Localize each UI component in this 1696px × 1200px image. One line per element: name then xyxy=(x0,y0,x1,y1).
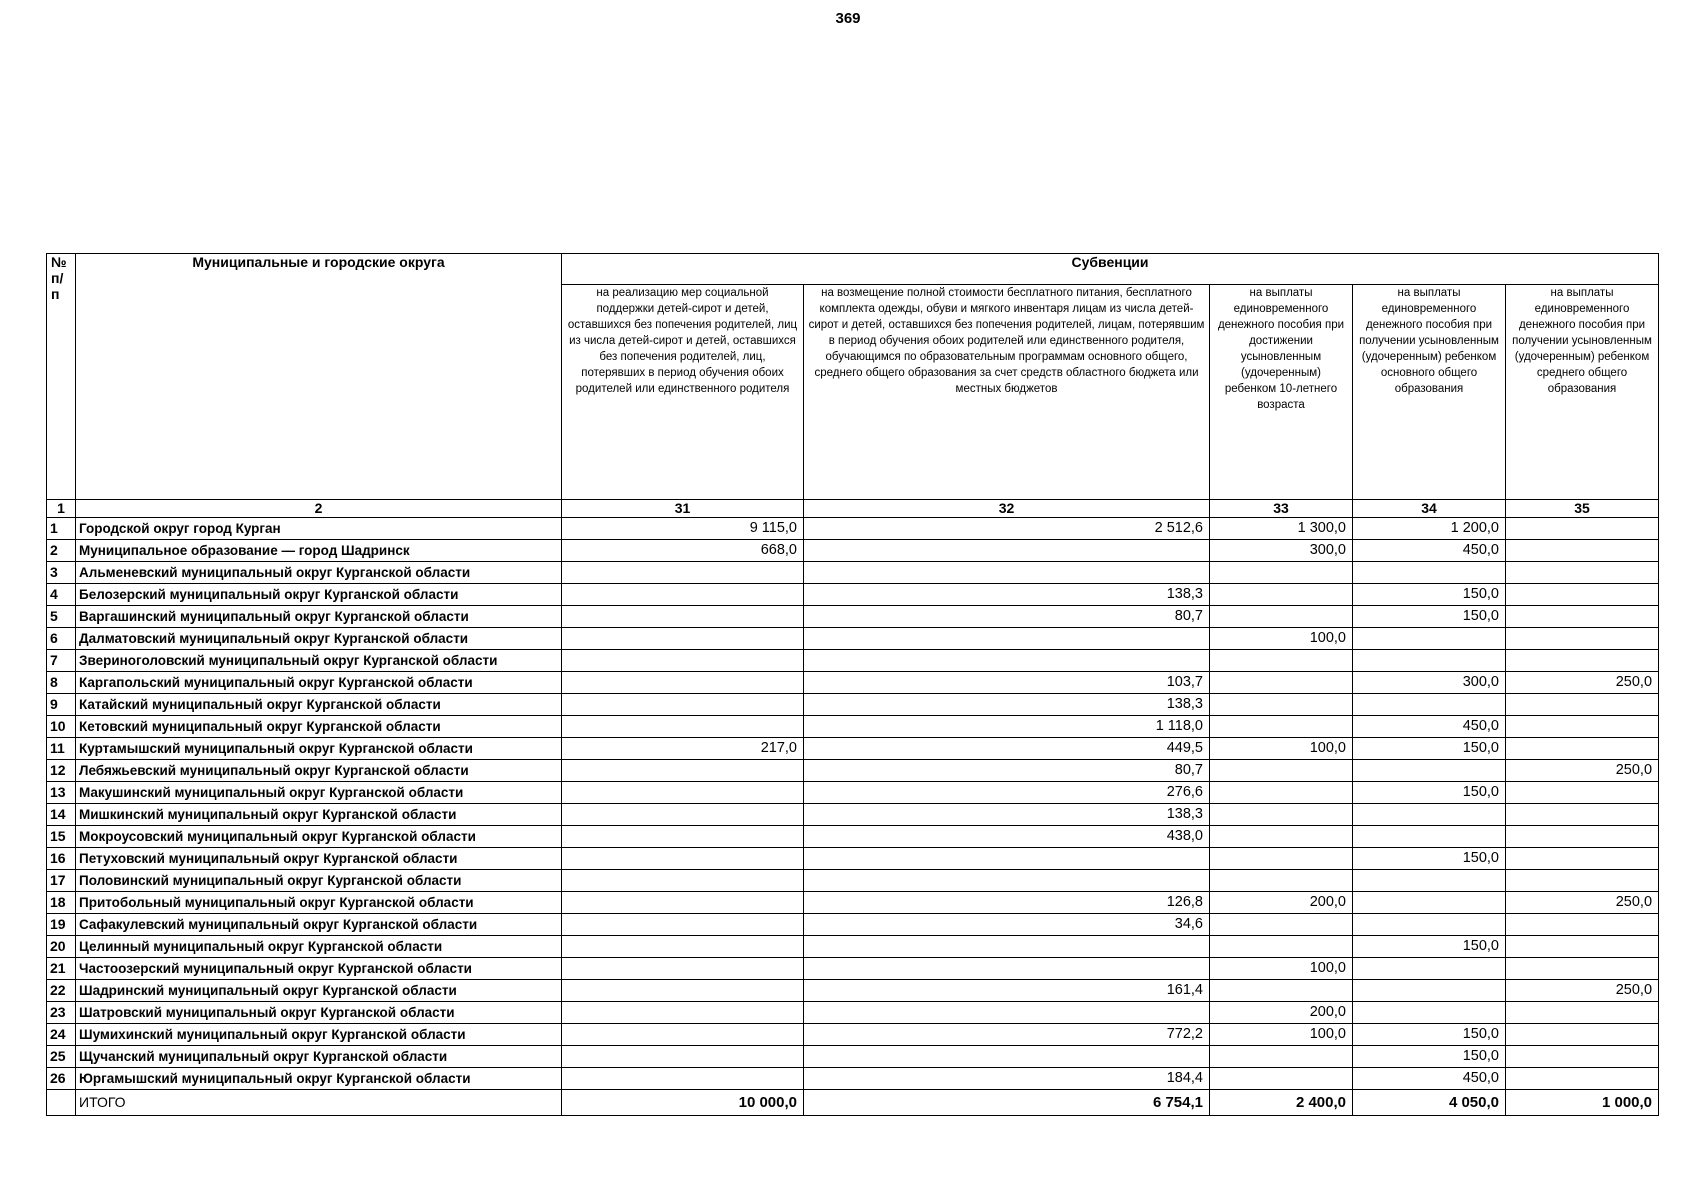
municipality-name: Каргапольский муниципальный округ Курганской области xyxy=(76,672,562,694)
total-col-35: 1 000,0 xyxy=(1506,1090,1659,1116)
cell-col-33 xyxy=(1210,562,1353,584)
cell-col-31 xyxy=(562,650,804,672)
row-number: 6 xyxy=(47,628,76,650)
cell-col-32: 2 512,6 xyxy=(804,518,1210,540)
row-number: 18 xyxy=(47,892,76,914)
cell-col-33 xyxy=(1210,980,1353,1002)
cell-col-35: 250,0 xyxy=(1506,892,1659,914)
table-row xyxy=(47,914,1659,936)
row-number: 3 xyxy=(47,562,76,584)
row-number: 21 xyxy=(47,958,76,980)
municipality-name: Катайский муниципальный округ Курганской области xyxy=(76,694,562,716)
column-number: 34 xyxy=(1353,500,1506,518)
cell-col-34: 150,0 xyxy=(1353,848,1506,870)
table-row xyxy=(47,782,1659,804)
cell-col-31 xyxy=(562,826,804,848)
table-row xyxy=(47,958,1659,980)
column-number: 33 xyxy=(1210,500,1353,518)
header-subventions: Субвенции xyxy=(562,254,1659,285)
table-row xyxy=(47,1002,1659,1024)
row-number: 17 xyxy=(47,870,76,892)
data-rows xyxy=(47,518,1659,1090)
cell-col-34: 150,0 xyxy=(1353,584,1506,606)
municipality-name: Альменевский муниципальный округ Курганской области xyxy=(76,562,562,584)
cell-col-31 xyxy=(562,1068,804,1090)
header-col-34: на выплаты единовременного денежного пособия при получении усыновленным (удочеренным) ребенком основного общего образования xyxy=(1353,285,1506,500)
municipality-name: Петуховский муниципальный округ Курганской области xyxy=(76,848,562,870)
cell-col-32: 438,0 xyxy=(804,826,1210,848)
cell-col-33: 100,0 xyxy=(1210,628,1353,650)
row-number: 8 xyxy=(47,672,76,694)
header-col-35: на выплаты единовременного денежного пособия при получении усыновленным (удочеренным) ребенком среднего общего образования xyxy=(1506,285,1659,500)
cell-col-35 xyxy=(1506,782,1659,804)
cell-col-34 xyxy=(1353,1002,1506,1024)
municipality-name: Макушинский муниципальный округ Курганской области xyxy=(76,782,562,804)
cell-col-35 xyxy=(1506,826,1659,848)
cell-col-33 xyxy=(1210,584,1353,606)
row-number: 25 xyxy=(47,1046,76,1068)
cell-col-32 xyxy=(804,1002,1210,1024)
cell-col-34: 450,0 xyxy=(1353,540,1506,562)
table-row xyxy=(47,716,1659,738)
municipality-name: Шадринский муниципальный округ Курганской области xyxy=(76,980,562,1002)
cell-col-34: 150,0 xyxy=(1353,738,1506,760)
cell-col-31 xyxy=(562,804,804,826)
table-row xyxy=(47,650,1659,672)
municipality-name: Половинский муниципальный округ Курганской области xyxy=(76,870,562,892)
cell-col-34 xyxy=(1353,760,1506,782)
header-col-33: на выплаты единовременного денежного пособия при достижении усыновленным (удочеренным) ребенком 10-летнего возраста xyxy=(1210,285,1353,500)
cell-col-31 xyxy=(562,892,804,914)
cell-col-33: 100,0 xyxy=(1210,738,1353,760)
cell-col-31 xyxy=(562,1002,804,1024)
cell-col-34 xyxy=(1353,650,1506,672)
cell-col-32: 449,5 xyxy=(804,738,1210,760)
cell-col-35: 250,0 xyxy=(1506,760,1659,782)
municipality-name: Мишкинский муниципальный округ Курганской области xyxy=(76,804,562,826)
cell-col-33 xyxy=(1210,694,1353,716)
cell-col-33 xyxy=(1210,1046,1353,1068)
cell-col-32: 772,2 xyxy=(804,1024,1210,1046)
municipality-name: Юргамышский муниципальный округ Курганской области xyxy=(76,1068,562,1090)
cell-col-34 xyxy=(1353,694,1506,716)
cell-col-34: 150,0 xyxy=(1353,936,1506,958)
header-row-top xyxy=(47,254,1659,285)
table-row xyxy=(47,760,1659,782)
cell-col-33 xyxy=(1210,606,1353,628)
table-row xyxy=(47,826,1659,848)
cell-col-33: 100,0 xyxy=(1210,1024,1353,1046)
cell-col-33: 100,0 xyxy=(1210,958,1353,980)
cell-col-34 xyxy=(1353,562,1506,584)
cell-col-33 xyxy=(1210,848,1353,870)
page-number: 369 xyxy=(835,10,861,27)
column-number: 32 xyxy=(804,500,1210,518)
cell-col-32 xyxy=(804,848,1210,870)
cell-col-35 xyxy=(1506,606,1659,628)
cell-col-34 xyxy=(1353,804,1506,826)
table-row xyxy=(47,804,1659,826)
cell-col-33 xyxy=(1210,870,1353,892)
table-row xyxy=(47,1068,1659,1090)
cell-col-34 xyxy=(1353,628,1506,650)
cell-col-35 xyxy=(1506,650,1659,672)
municipality-name: Городской округ город Курган xyxy=(76,518,562,540)
cell-col-31: 9 115,0 xyxy=(562,518,804,540)
cell-col-34: 450,0 xyxy=(1353,716,1506,738)
cell-col-35 xyxy=(1506,936,1659,958)
total-label: ИТОГО xyxy=(76,1090,562,1116)
cell-col-31 xyxy=(562,782,804,804)
cell-col-31 xyxy=(562,562,804,584)
cell-col-35 xyxy=(1506,1002,1659,1024)
municipality-name: Целинный муниципальный округ Курганской области xyxy=(76,936,562,958)
cell-col-34: 1 200,0 xyxy=(1353,518,1506,540)
cell-col-32: 103,7 xyxy=(804,672,1210,694)
table-row xyxy=(47,518,1659,540)
column-number-row xyxy=(47,500,1659,518)
table-row xyxy=(47,562,1659,584)
cell-col-34: 150,0 xyxy=(1353,1024,1506,1046)
cell-col-33 xyxy=(1210,672,1353,694)
municipality-name: Щучанский муниципальный округ Курганской области xyxy=(76,1046,562,1068)
cell-col-35 xyxy=(1506,518,1659,540)
cell-col-32: 34,6 xyxy=(804,914,1210,936)
table-row xyxy=(47,1024,1659,1046)
cell-col-35: 250,0 xyxy=(1506,672,1659,694)
total-col-34: 4 050,0 xyxy=(1353,1090,1506,1116)
cell-col-34 xyxy=(1353,892,1506,914)
cell-col-31 xyxy=(562,1024,804,1046)
row-number: 13 xyxy=(47,782,76,804)
cell-col-35: 250,0 xyxy=(1506,980,1659,1002)
cell-col-33 xyxy=(1210,782,1353,804)
table-row xyxy=(47,672,1659,694)
cell-col-34: 150,0 xyxy=(1353,1046,1506,1068)
cell-col-31 xyxy=(562,606,804,628)
row-number: 12 xyxy=(47,760,76,782)
cell-col-35 xyxy=(1506,1024,1659,1046)
municipality-name: Звериноголовский муниципальный округ Курганской области xyxy=(76,650,562,672)
cell-col-35 xyxy=(1506,540,1659,562)
cell-col-34 xyxy=(1353,870,1506,892)
cell-col-35 xyxy=(1506,804,1659,826)
cell-col-31 xyxy=(562,584,804,606)
table-row xyxy=(47,848,1659,870)
header-no: № п/п xyxy=(47,254,76,500)
cell-col-34: 150,0 xyxy=(1353,606,1506,628)
cell-col-31 xyxy=(562,694,804,716)
table-row xyxy=(47,628,1659,650)
municipality-name: Куртамышский муниципальный округ Курганской области xyxy=(76,738,562,760)
cell-col-31 xyxy=(562,848,804,870)
row-number: 22 xyxy=(47,980,76,1002)
municipality-name: Далматовский муниципальный округ Курганской области xyxy=(76,628,562,650)
municipality-name: Мокроусовский муниципальный округ Курганской области xyxy=(76,826,562,848)
cell-col-32 xyxy=(804,958,1210,980)
row-number: 24 xyxy=(47,1024,76,1046)
cell-col-35 xyxy=(1506,1068,1659,1090)
column-number: 1 xyxy=(47,500,76,518)
total-row xyxy=(47,1090,1659,1116)
cell-col-33 xyxy=(1210,804,1353,826)
cell-col-34 xyxy=(1353,826,1506,848)
cell-col-32 xyxy=(804,562,1210,584)
cell-col-31 xyxy=(562,980,804,1002)
row-number: 5 xyxy=(47,606,76,628)
row-number: 19 xyxy=(47,914,76,936)
cell-col-31 xyxy=(562,914,804,936)
table-row xyxy=(47,606,1659,628)
header-col-32: на возмещение полной стоимости бесплатного питания, бесплатного комплекта одежды, обуви и мягкого инвентаря лицам из числа детей-сирот и детей, оставшихся без попечения родителей, лицам, потерявшим в период обучения обоих родителей или единственного родителя, обучающимся по образовательным программам основного общего, среднего общего образования за счет средств областного бюджета или местных бюджетов xyxy=(804,285,1210,500)
municipality-name: Кетовский муниципальный округ Курганской области xyxy=(76,716,562,738)
cell-col-33 xyxy=(1210,760,1353,782)
cell-col-32 xyxy=(804,628,1210,650)
cell-col-31: 217,0 xyxy=(562,738,804,760)
cell-col-31 xyxy=(562,628,804,650)
row-number: 14 xyxy=(47,804,76,826)
cell-col-32: 138,3 xyxy=(804,584,1210,606)
table-row xyxy=(47,738,1659,760)
cell-col-35 xyxy=(1506,870,1659,892)
cell-col-32 xyxy=(804,1046,1210,1068)
municipality-name: Сафакулевский муниципальный округ Курганской области xyxy=(76,914,562,936)
row-number: 11 xyxy=(47,738,76,760)
row-number: 1 xyxy=(47,518,76,540)
cell-col-35 xyxy=(1506,584,1659,606)
cell-col-31 xyxy=(562,1046,804,1068)
municipality-name: Белозерский муниципальный округ Курганской области xyxy=(76,584,562,606)
table-row xyxy=(47,892,1659,914)
cell-col-33 xyxy=(1210,914,1353,936)
cell-col-33: 1 300,0 xyxy=(1210,518,1353,540)
row-number: 2 xyxy=(47,540,76,562)
cell-col-35 xyxy=(1506,958,1659,980)
cell-col-32 xyxy=(804,936,1210,958)
column-number: 31 xyxy=(562,500,804,518)
row-number: 16 xyxy=(47,848,76,870)
cell-col-33: 200,0 xyxy=(1210,892,1353,914)
municipality-name: Притобольный муниципальный округ Курганской области xyxy=(76,892,562,914)
subventions-table xyxy=(46,253,1659,1116)
cell-col-31 xyxy=(562,958,804,980)
municipality-name: Шатровский муниципальный округ Курганской области xyxy=(76,1002,562,1024)
cell-col-31 xyxy=(562,672,804,694)
table-row xyxy=(47,694,1659,716)
cell-col-35 xyxy=(1506,848,1659,870)
header-municipality: Муниципальные и городские округа xyxy=(76,254,562,500)
cell-col-34: 450,0 xyxy=(1353,1068,1506,1090)
municipality-name: Варгашинский муниципальный округ Курганской области xyxy=(76,606,562,628)
cell-col-31 xyxy=(562,936,804,958)
cell-col-34 xyxy=(1353,958,1506,980)
cell-col-35 xyxy=(1506,716,1659,738)
cell-col-31 xyxy=(562,760,804,782)
row-number: 10 xyxy=(47,716,76,738)
column-number: 35 xyxy=(1506,500,1659,518)
cell-col-31 xyxy=(562,716,804,738)
cell-col-32: 138,3 xyxy=(804,804,1210,826)
table-row xyxy=(47,980,1659,1002)
cell-col-34: 300,0 xyxy=(1353,672,1506,694)
cell-col-32: 138,3 xyxy=(804,694,1210,716)
cell-col-35 xyxy=(1506,694,1659,716)
cell-col-31: 668,0 xyxy=(562,540,804,562)
header-col-31: на реализацию мер социальной поддержки детей-сирот и детей, оставшихся без попечения родителей, лиц из числа детей-сирот и детей, оставшихся без попечения родителей, лиц, потерявших в период обучения обоих родителей или единственного родителя xyxy=(562,285,804,500)
cell-col-33 xyxy=(1210,716,1353,738)
row-number: 7 xyxy=(47,650,76,672)
municipality-name: Шумихинский муниципальный округ Курганской области xyxy=(76,1024,562,1046)
cell-col-32 xyxy=(804,650,1210,672)
cell-col-32: 184,4 xyxy=(804,1068,1210,1090)
table-row xyxy=(47,584,1659,606)
cell-col-33: 200,0 xyxy=(1210,1002,1353,1024)
cell-col-32: 161,4 xyxy=(804,980,1210,1002)
total-col-33: 2 400,0 xyxy=(1210,1090,1353,1116)
cell-col-35 xyxy=(1506,738,1659,760)
total-col-31: 10 000,0 xyxy=(562,1090,804,1116)
row-number: 15 xyxy=(47,826,76,848)
cell-col-35 xyxy=(1506,628,1659,650)
cell-col-32: 80,7 xyxy=(804,760,1210,782)
row-number: 23 xyxy=(47,1002,76,1024)
cell-col-32: 126,8 xyxy=(804,892,1210,914)
cell-col-32: 276,6 xyxy=(804,782,1210,804)
row-number: 4 xyxy=(47,584,76,606)
cell-col-35 xyxy=(1506,562,1659,584)
total-col-32: 6 754,1 xyxy=(804,1090,1210,1116)
table-row xyxy=(47,540,1659,562)
cell-col-31 xyxy=(562,870,804,892)
total-no xyxy=(47,1090,76,1116)
cell-col-33 xyxy=(1210,826,1353,848)
cell-col-32: 80,7 xyxy=(804,606,1210,628)
table-row xyxy=(47,1046,1659,1068)
cell-col-34 xyxy=(1353,914,1506,936)
row-number: 9 xyxy=(47,694,76,716)
cell-col-33 xyxy=(1210,650,1353,672)
cell-col-32 xyxy=(804,870,1210,892)
cell-col-32: 1 118,0 xyxy=(804,716,1210,738)
row-number: 20 xyxy=(47,936,76,958)
table-row xyxy=(47,936,1659,958)
table-row xyxy=(47,870,1659,892)
cell-col-33 xyxy=(1210,1068,1353,1090)
cell-col-34 xyxy=(1353,980,1506,1002)
cell-col-35 xyxy=(1506,914,1659,936)
cell-col-35 xyxy=(1506,1046,1659,1068)
cell-col-33: 300,0 xyxy=(1210,540,1353,562)
row-number: 26 xyxy=(47,1068,76,1090)
municipality-name: Частоозерский муниципальный округ Курганской области xyxy=(76,958,562,980)
cell-col-33 xyxy=(1210,936,1353,958)
municipality-name: Муниципальное образование — город Шадринск xyxy=(76,540,562,562)
municipality-name: Лебяжьевский муниципальный округ Курганской области xyxy=(76,760,562,782)
cell-col-32 xyxy=(804,540,1210,562)
column-number: 2 xyxy=(76,500,562,518)
cell-col-34: 150,0 xyxy=(1353,782,1506,804)
